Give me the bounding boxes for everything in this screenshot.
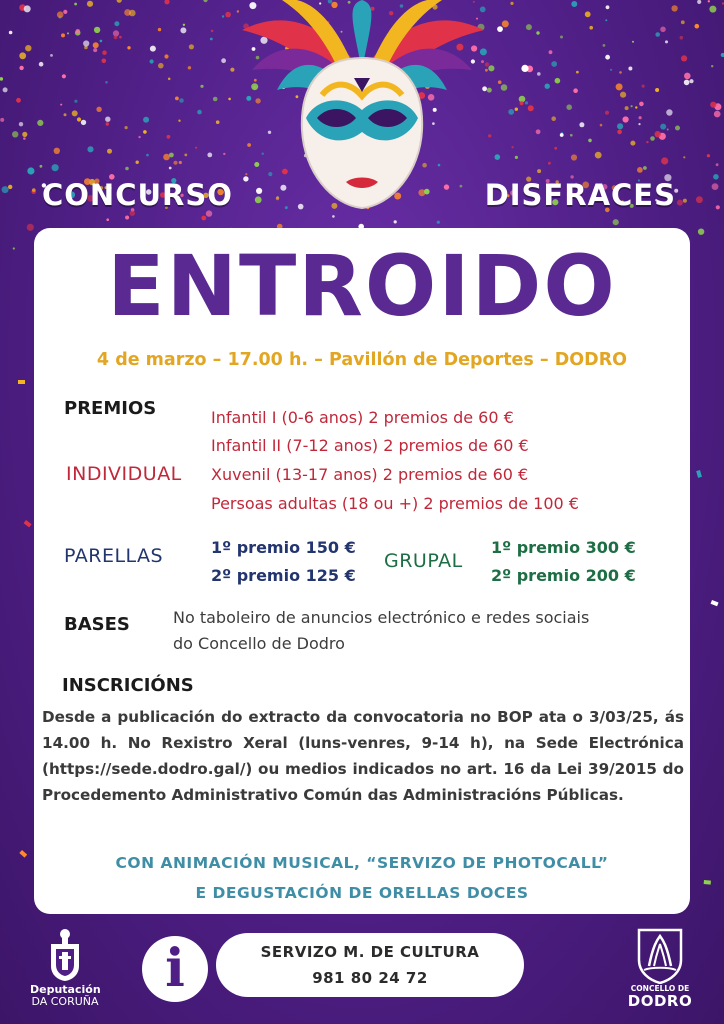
confetti-dot xyxy=(683,156,685,158)
extras-line-1: CON ANIMACIÓN MUSICAL, “SERVIZO DE PHOTOCALL” xyxy=(115,854,609,872)
confetti-dot xyxy=(713,174,719,180)
confetti-dot xyxy=(3,87,8,92)
confetti-dot xyxy=(600,124,603,127)
confetti-dot xyxy=(551,116,556,121)
confetti-dot xyxy=(595,152,602,159)
confetti-dot xyxy=(589,26,593,30)
confetti-dot xyxy=(712,183,719,190)
confetti-dot xyxy=(50,54,53,57)
confetti-dot xyxy=(696,196,703,203)
confetti-dot xyxy=(675,126,680,131)
confetti-dot xyxy=(0,77,3,81)
confetti-dot xyxy=(560,36,563,39)
confetti-dot xyxy=(548,162,551,165)
couples-prize-1: 1º premio 150 € xyxy=(211,538,356,557)
registration-text: Desde a publicación do extracto da convocatoria no BOP ata o 3/03/25, ás 14.00 h. No Rexistro Xeral (luns-venres, 9-14 h), na Sede Electrónica (https://sede.dodro.gal/) ou medios indicados no art. 16 da Lei 39/2015 do Procedemento Administrativo Común das Administracións Públicas. xyxy=(42,708,684,804)
confetti-dot xyxy=(129,10,136,17)
confetti-dot xyxy=(150,59,154,63)
confetti-dot xyxy=(60,104,62,106)
confetti-dot xyxy=(125,167,129,171)
confetti-dot xyxy=(150,46,156,52)
confetti-dot xyxy=(19,52,26,59)
confetti-dot xyxy=(635,106,637,108)
confetti-dot xyxy=(169,167,172,170)
confetti-dot xyxy=(105,81,108,84)
confetti-dot xyxy=(616,83,623,90)
confetti-dot xyxy=(646,141,648,143)
confetti-dot xyxy=(630,141,635,146)
confetti-strip xyxy=(19,850,27,858)
individual-label: INDIVIDUAL xyxy=(66,463,182,485)
confetti-dot xyxy=(680,36,684,40)
bases-label: BASES xyxy=(64,614,130,635)
confetti-dot xyxy=(94,27,100,33)
info-glyph: i xyxy=(165,938,185,999)
confetti-dot xyxy=(210,38,213,41)
confetti-dot xyxy=(681,55,687,61)
confetti-dot xyxy=(158,28,161,31)
confetti-dot xyxy=(183,24,185,26)
confetti-dot xyxy=(158,63,164,69)
confetti-dot xyxy=(603,44,606,47)
confetti-dot xyxy=(167,135,171,139)
confetti-dot xyxy=(695,24,700,29)
confetti-dot xyxy=(526,24,532,30)
confetti-dot xyxy=(164,0,169,4)
deputacion-logo xyxy=(30,928,100,1018)
confetti-dot xyxy=(642,85,645,88)
confetti-dot xyxy=(677,200,683,206)
confetti-dot xyxy=(605,19,607,21)
confetti-dot xyxy=(164,54,168,58)
confetti-dot xyxy=(188,66,191,69)
confetti-dot xyxy=(628,67,632,71)
confetti-dot xyxy=(93,48,97,52)
confetti-dot xyxy=(551,61,557,67)
confetti-dot xyxy=(521,65,528,72)
prize-infantil-2: Infantil II (7-12 anos) 2 premios de 60 € xyxy=(211,436,529,455)
group-prize-1: 1º premio 300 € xyxy=(491,538,636,557)
confetti-dot xyxy=(77,117,81,121)
confetti-dot xyxy=(536,129,541,134)
confetti-dot xyxy=(671,5,677,11)
confetti-dot xyxy=(566,104,572,110)
confetti-dot xyxy=(180,27,186,33)
confetti-dot xyxy=(716,163,719,166)
confetti-dot xyxy=(102,59,107,64)
confetti-dot xyxy=(632,41,634,43)
header-contest-label: CONCURSO xyxy=(42,178,233,212)
confetti-dot xyxy=(189,44,194,49)
confetti-dot xyxy=(146,154,149,157)
confetti-strip xyxy=(18,380,25,384)
confetti-dot xyxy=(655,88,659,92)
confetti-dot xyxy=(660,124,666,130)
confetti-dot xyxy=(27,167,34,174)
confetti-dot xyxy=(605,55,610,60)
confetti-dot xyxy=(127,46,130,49)
confetti-dot xyxy=(37,120,43,126)
extras-line-2: E DEGUSTACIÓN DE ORELLAS DOCES xyxy=(195,884,529,902)
confetti-strip xyxy=(696,470,702,478)
confetti-dot xyxy=(39,62,44,67)
header-costumes-label: DISFRACES xyxy=(484,178,676,212)
confetti-dot xyxy=(2,186,9,193)
confetti-dot xyxy=(143,130,147,134)
confetti-dot xyxy=(573,88,578,93)
confetti-dot xyxy=(617,130,622,135)
confetti-dot xyxy=(13,247,15,249)
confetti-dot xyxy=(201,216,206,221)
confetti-dot xyxy=(639,116,642,119)
confetti-dot xyxy=(12,131,18,137)
confetti-dot xyxy=(213,97,218,102)
confetti-dot xyxy=(96,107,101,112)
confetti-dot xyxy=(650,136,655,141)
deputacion-line-1: Deputación xyxy=(30,983,101,996)
confetti-dot xyxy=(623,116,629,122)
confetti-dot xyxy=(536,31,539,34)
confetti-dot xyxy=(24,5,31,12)
confetti-dot xyxy=(698,229,704,235)
confetti-dot xyxy=(25,45,31,51)
confetti-dot xyxy=(617,123,623,129)
confetti-dot xyxy=(107,149,112,154)
confetti-dot xyxy=(74,3,77,6)
contact-box xyxy=(216,933,524,997)
confetti-dot xyxy=(179,161,182,164)
confetti-dot xyxy=(32,188,36,192)
confetti-dot xyxy=(610,69,612,71)
confetti-dot xyxy=(579,122,584,127)
confetti-dot xyxy=(665,40,668,43)
confetti-dot xyxy=(83,40,89,46)
confetti-dot xyxy=(200,85,203,88)
confetti-dot xyxy=(52,164,59,171)
bases-line-1: No taboleiro de anuncios electrónico e redes sociais xyxy=(173,608,590,627)
prize-xuvenil: Xuvenil (13-17 anos) 2 premios de 60 € xyxy=(211,465,529,484)
confetti-dot xyxy=(537,72,541,76)
confetti-dot xyxy=(87,1,93,7)
confetti-dot xyxy=(638,123,640,125)
confetti-dot xyxy=(683,199,687,203)
confetti-dot xyxy=(8,185,12,189)
confetti-dot xyxy=(555,78,561,84)
confetti-dot xyxy=(631,105,633,107)
concello-line-1: CONCELLO DE xyxy=(630,984,690,993)
confetti-dot xyxy=(27,224,34,231)
confetti-dot xyxy=(508,109,514,115)
confetti-dot xyxy=(613,219,619,225)
confetti-dot xyxy=(710,102,716,108)
confetti-dot xyxy=(571,154,577,160)
confetti-dot xyxy=(707,154,710,157)
confetti-dot xyxy=(520,101,524,105)
confetti-dot xyxy=(525,101,528,104)
registration-label: INSCRICIÓNS xyxy=(62,675,194,696)
confetti-dot xyxy=(510,2,513,5)
confetti-dot xyxy=(515,108,518,111)
confetti-dot xyxy=(667,129,669,131)
confetti-dot xyxy=(184,154,187,157)
confetti-dot xyxy=(606,5,610,9)
confetti-dot xyxy=(178,120,180,122)
deputacion-line-2: DA CORUÑA xyxy=(31,995,99,1008)
confetti-dot xyxy=(81,120,86,125)
couples-prize-2: 2º premio 125 € xyxy=(211,566,356,585)
confetti-dot xyxy=(19,122,23,126)
confetti-dot xyxy=(216,120,220,124)
confetti-dot xyxy=(619,71,622,74)
confetti-dot xyxy=(106,122,109,125)
couples-label: PARELLAS xyxy=(64,545,164,567)
confetti-dot xyxy=(100,40,103,43)
confetti-dot xyxy=(576,71,579,74)
confetti-dot xyxy=(666,109,672,115)
confetti-dot xyxy=(684,80,690,86)
confetti-dot xyxy=(197,110,202,115)
confetti-dot xyxy=(72,110,78,116)
confetti-dot xyxy=(537,169,541,173)
confetti-dot xyxy=(64,113,67,116)
confetti-dot xyxy=(681,20,685,24)
confetti-dot xyxy=(711,65,713,67)
confetti-dot xyxy=(511,146,513,148)
confetti-dot xyxy=(639,102,644,107)
confetti-dot xyxy=(637,167,643,173)
confetti-dot xyxy=(714,111,721,118)
confetti-dot xyxy=(105,117,110,122)
confetti-dot xyxy=(660,27,666,33)
concello-dodro-logo xyxy=(620,926,700,1018)
dodro-shield-icon xyxy=(635,926,685,984)
confetti-dot xyxy=(114,36,118,40)
confetti-dot xyxy=(87,146,93,152)
confetti-dot xyxy=(102,50,107,55)
confetti-dot xyxy=(74,100,77,103)
confetti-dot xyxy=(163,154,170,161)
confetti-dot xyxy=(125,126,128,129)
confetti-dot xyxy=(117,0,122,3)
confetti-strip xyxy=(704,880,711,885)
confetti-dot xyxy=(697,0,701,4)
confetti-dot xyxy=(61,33,65,37)
confetti-dot xyxy=(585,11,591,17)
confetti-dot xyxy=(138,136,140,138)
concello-line-2: DODRO xyxy=(627,992,693,1010)
confetti-dot xyxy=(174,161,178,165)
confetti-dot xyxy=(570,134,573,137)
confetti-dot xyxy=(655,131,661,137)
confetti-dot xyxy=(437,221,440,224)
confetti-dot xyxy=(175,97,179,101)
confetti-dot xyxy=(143,117,149,123)
confetti-dot xyxy=(106,218,109,221)
prizes-label: PREMIOS xyxy=(64,398,157,419)
confetti-dot xyxy=(62,74,66,78)
carnival-mask-illustration xyxy=(222,0,502,220)
confetti-dot xyxy=(179,98,184,103)
bases-line-2: do Concello de Dodro xyxy=(173,634,345,653)
confetti-dot xyxy=(23,137,26,140)
confetti-dot xyxy=(643,166,647,170)
confetti-dot xyxy=(125,216,129,220)
confetti-dot xyxy=(19,66,23,70)
confetti-dot xyxy=(0,118,4,122)
confetti-dot xyxy=(588,139,592,143)
confetti-dot xyxy=(625,106,629,110)
prize-adults: Persoas adultas (18 ou +) 2 premios de 100 € xyxy=(211,494,579,513)
confetti-dot xyxy=(114,21,119,26)
confetti-dot xyxy=(54,148,60,154)
event-date-location: 4 de marzo – 17.00 h. – Pavillón de Deportes – DODRO xyxy=(96,350,628,370)
confetti-dot xyxy=(195,147,197,149)
confetti-dot xyxy=(211,30,214,33)
confetti-dot xyxy=(16,98,21,103)
confetti-dot xyxy=(528,105,534,111)
coat-of-arms-icon xyxy=(48,928,82,982)
confetti-dot xyxy=(136,161,139,164)
prize-infantil-1: Infantil I (0-6 anos) 2 premios de 60 € xyxy=(211,408,514,427)
confetti-dot xyxy=(549,50,553,54)
confetti-dot xyxy=(655,32,660,37)
event-title: ENTROIDO xyxy=(107,237,617,335)
contact-department: SERVIZO M. DE CULTURA xyxy=(260,943,480,961)
confetti-dot xyxy=(76,29,81,34)
confetti-dot xyxy=(554,147,557,150)
confetti-dot xyxy=(169,153,174,158)
info-card xyxy=(34,228,690,914)
confetti-dot xyxy=(689,79,693,83)
confetti-dot xyxy=(709,6,716,13)
confetti-dot xyxy=(560,133,564,137)
confetti-dot xyxy=(22,132,27,137)
confetti-dot xyxy=(63,10,67,14)
confetti-dot xyxy=(67,32,69,34)
confetti-dot xyxy=(620,92,626,98)
confetti-dot xyxy=(515,156,518,159)
confetti-dot xyxy=(93,42,99,48)
info-icon xyxy=(142,936,208,1002)
confetti-dot xyxy=(708,0,710,2)
confetti-strip xyxy=(24,520,32,527)
confetti-dot xyxy=(605,111,609,115)
group-label: GRUPAL xyxy=(384,550,463,572)
group-prize-2: 2º premio 200 € xyxy=(491,566,636,585)
confetti-dot xyxy=(57,11,64,18)
confetti-strip xyxy=(711,600,719,606)
confetti-dot xyxy=(716,205,720,209)
confetti-dot xyxy=(502,20,509,27)
confetti-dot xyxy=(119,36,122,39)
confetti-dot xyxy=(661,157,668,164)
confetti-dot xyxy=(571,1,577,7)
confetti-dot xyxy=(394,220,397,223)
confetti-dot xyxy=(40,165,43,168)
confetti-dot xyxy=(168,78,171,81)
confetti-dot xyxy=(203,0,207,2)
confetti-dot xyxy=(9,31,13,35)
confetti-dot xyxy=(545,84,550,89)
confetti-dot xyxy=(207,153,212,158)
contact-phone: 981 80 24 72 xyxy=(312,969,428,987)
confetti-dot xyxy=(684,73,691,80)
